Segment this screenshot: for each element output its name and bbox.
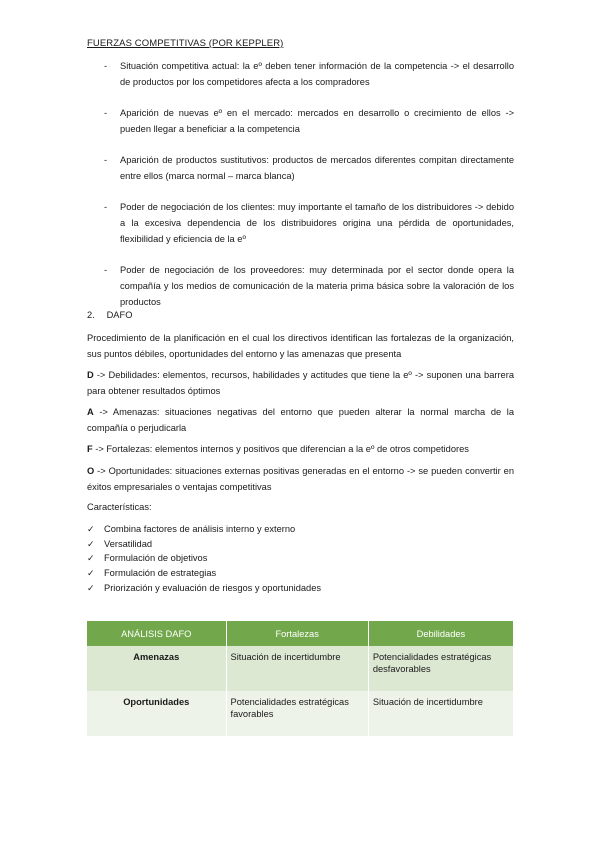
list-item-text: Formulación de objetivos — [104, 553, 208, 564]
list-item — [87, 581, 514, 596]
list-item — [87, 551, 514, 566]
table-header-debilidades: Debilidades — [368, 621, 513, 646]
characteristics-list — [87, 522, 514, 596]
bullet-text: Poder de negociación de los clientes: muy importante el tamaño de los distribuidores -> debido a la excesiva dependencia de los distribuidores origina una pérdida de oportunidades, flexibilidad y eficiencia de la eº — [120, 202, 514, 244]
table-cell: Situación de incertidumbre — [368, 691, 513, 736]
forces-bullet-list — [87, 58, 514, 325]
section-title-fuerzas: FUERZAS COMPETITIVAS (POR KEPPLER) — [87, 38, 284, 49]
list-item — [87, 537, 514, 552]
bullet-item — [87, 262, 514, 310]
definition-text: -> Debilidades: elementos, recursos, habilidades y actitudes que tiene la eº -> suponen una barrera para obtener resultados óptimos — [87, 370, 514, 396]
bullet-text: Poder de negociación de los proveedores: muy determinada por el sector donde opera la compañía y los medios de comunicación de la materia prima básica sobre la valoración de los productos — [120, 265, 514, 307]
table-cell: Situación de incertidumbre — [226, 646, 368, 691]
table-cell: Potencialidades estratégicas favorables — [226, 691, 368, 736]
dash-marker: - — [104, 108, 108, 118]
bullet-text: Situación competitiva actual: la eº deben tener información de la competencia -> el desarrollo de productos por los competidores afecta a los compradores — [120, 61, 514, 87]
section-heading-dafo — [87, 310, 132, 320]
dafo-table — [87, 621, 514, 736]
definition-letter: A — [87, 407, 94, 417]
definition-text: -> Oportunidades: situaciones externas positivas generadas en el entorno -> se pueden convertir en éxitos empresariales o ventajas competitivas — [87, 466, 514, 492]
dash-marker: - — [104, 61, 108, 71]
table-header-fortalezas: Fortalezas — [226, 621, 368, 646]
intro-paragraph: Procedimiento de la planificación en el cual los directivos identifican las fortalezas de la organización, sus puntos débiles, oportunidades del entorno y las amenazas que presenta — [87, 333, 514, 359]
bullet-item — [87, 105, 514, 137]
definition-letter: F — [87, 444, 93, 454]
bullet-item — [87, 58, 514, 90]
table-header-analisis: ANÁLISIS DAFO — [87, 621, 226, 646]
checkmark-icon: ✓ — [87, 538, 95, 549]
dash-marker: - — [104, 202, 108, 212]
definition-letter: O — [87, 466, 95, 476]
list-item-text: Formulación de estrategias — [104, 568, 217, 579]
definition-letter: D — [87, 370, 94, 380]
definition-amenazas — [87, 404, 514, 436]
definition-debilidades — [87, 367, 514, 399]
list-item-text: Priorización y evaluación de riesgos y oportunidades — [104, 582, 322, 593]
list-item — [87, 522, 514, 537]
dash-marker: - — [104, 265, 108, 275]
bullet-item — [87, 199, 514, 247]
row-label-oportunidades: Oportunidades — [87, 691, 226, 736]
table-row — [87, 691, 514, 736]
list-item-text: Versatilidad — [104, 538, 153, 549]
dash-marker: - — [104, 155, 108, 165]
bullet-item — [87, 152, 514, 184]
checkmark-icon: ✓ — [87, 582, 95, 593]
definition-text: -> Amenazas: situaciones negativas del entorno que pueden alterar la normal marcha de la compañía o perjudicarla — [87, 407, 514, 433]
checkmark-icon: ✓ — [87, 524, 95, 534]
table-header-row — [87, 621, 514, 646]
section-heading-text: DAFO — [106, 310, 133, 320]
checkmark-icon: ✓ — [87, 553, 95, 564]
checkmark-icon: ✓ — [87, 568, 95, 579]
definition-text: -> Fortalezas: elementos internos y positivos que diferencian a la eº de otros competidores — [92, 444, 469, 454]
row-label-amenazas: Amenazas — [87, 646, 226, 691]
list-item — [87, 566, 514, 581]
bullet-text: Aparición de productos sustitutivos: productos de mercados diferentes compitan directamente entre ellos (marca normal – marca blanca) — [120, 155, 514, 181]
characteristics-title: Características: — [87, 502, 152, 512]
table-row — [87, 646, 514, 691]
list-item-text: Combina factores de análisis interno y externo — [104, 524, 296, 534]
definition-oportunidades — [87, 463, 514, 495]
bullet-text: Aparición de nuevas eº en el mercado: mercados en desarrollo o crecimiento de ellos -> pueden llegar a beneficiar a la competencia — [120, 108, 514, 134]
section-number: 2. — [87, 310, 95, 320]
definition-fortalezas — [87, 441, 514, 457]
table-cell: Potencialidades estratégicas desfavorables — [368, 646, 513, 691]
